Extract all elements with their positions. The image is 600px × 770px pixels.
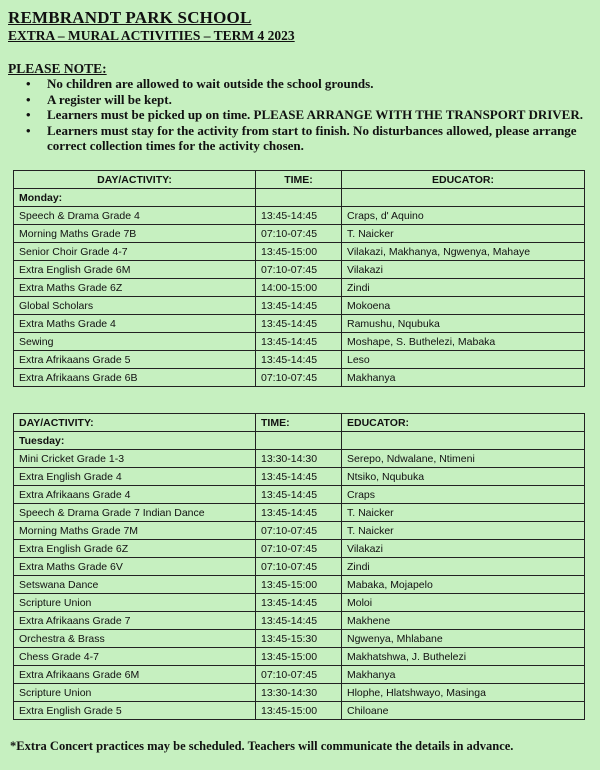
- empty-cell: [342, 432, 585, 450]
- activity-column-header: DAY/ACTIVITY:: [14, 414, 256, 432]
- time-column-header: TIME:: [256, 414, 342, 432]
- table-row: [14, 297, 585, 315]
- time-cell: 13:45-14:45: [256, 594, 342, 612]
- time-cell: 13:45-14:45: [256, 333, 342, 351]
- time-cell: 13:30-14:30: [256, 450, 342, 468]
- educator-cell: Serepo, Ndwalane, Ntimeni: [342, 450, 585, 468]
- activity-cell: Extra Maths Grade 6V: [14, 558, 256, 576]
- activity-cell: Extra Afrikaans Grade 6M: [14, 666, 256, 684]
- table-row: [14, 315, 585, 333]
- educator-cell: Craps: [342, 486, 585, 504]
- time-cell: 13:45-14:45: [256, 297, 342, 315]
- educator-column-header: EDUCATOR:: [342, 414, 585, 432]
- educator-cell: Moshape, S. Buthelezi, Mabaka: [342, 333, 585, 351]
- school-title: REMBRANDT PARK SCHOOL: [8, 8, 252, 27]
- activity-cell: Extra Afrikaans Grade 6B: [14, 369, 256, 387]
- time-cell: 13:45-14:45: [256, 207, 342, 225]
- table-row: [14, 369, 585, 387]
- time-cell: 07:10-07:45: [256, 225, 342, 243]
- time-cell: 07:10-07:45: [256, 369, 342, 387]
- time-cell: 07:10-07:45: [256, 522, 342, 540]
- table-row: [14, 225, 585, 243]
- activity-cell: Morning Maths Grade 7M: [14, 522, 256, 540]
- day-row: [14, 189, 585, 207]
- activity-cell: Morning Maths Grade 7B: [14, 225, 256, 243]
- time-cell: 13:45-15:00: [256, 576, 342, 594]
- time-column-header: TIME:: [256, 171, 342, 189]
- day-row: [14, 432, 585, 450]
- activity-cell: Chess Grade 4-7: [14, 648, 256, 666]
- activity-cell: Speech & Drama Grade 7 Indian Dance: [14, 504, 256, 522]
- note-item: • A register will be kept.: [26, 92, 591, 108]
- educator-cell: Moloi: [342, 594, 585, 612]
- time-cell: 13:45-14:45: [256, 486, 342, 504]
- table-row: [14, 558, 585, 576]
- time-cell: 13:45-15:30: [256, 630, 342, 648]
- activity-cell: Orchestra & Brass: [14, 630, 256, 648]
- activity-cell: Global Scholars: [14, 297, 256, 315]
- time-cell: 07:10-07:45: [256, 540, 342, 558]
- educator-cell: Vilakazi: [342, 540, 585, 558]
- note-item: • Learners must stay for the activity from start to finish. No disturbances allowed, please arrange correct collection times for the activity chosen.: [26, 123, 591, 154]
- activity-cell: Mini Cricket Grade 1-3: [14, 450, 256, 468]
- educator-cell: Ngwenya, Mhlabane: [342, 630, 585, 648]
- time-cell: 14:00-15:00: [256, 279, 342, 297]
- time-cell: 13:45-14:45: [256, 468, 342, 486]
- table-row: [14, 630, 585, 648]
- notes-heading: PLEASE NOTE:: [8, 61, 107, 76]
- educator-cell: Ntsiko, Nqubuka: [342, 468, 585, 486]
- empty-cell: [256, 189, 342, 207]
- educator-column-header: EDUCATOR:: [342, 171, 585, 189]
- table-row: [14, 540, 585, 558]
- educator-cell: Ramushu, Nqubuka: [342, 315, 585, 333]
- activity-cell: Extra English Grade 4: [14, 468, 256, 486]
- table-row: [14, 243, 585, 261]
- time-cell: 13:45-14:45: [256, 351, 342, 369]
- table-row: [14, 702, 585, 720]
- time-cell: 13:45-15:00: [256, 648, 342, 666]
- time-cell: 13:45-14:45: [256, 504, 342, 522]
- table-row: [14, 522, 585, 540]
- time-cell: 13:45-15:00: [256, 702, 342, 720]
- time-cell: 13:45-14:45: [256, 315, 342, 333]
- educator-cell: Mokoena: [342, 297, 585, 315]
- activity-cell: Scripture Union: [14, 684, 256, 702]
- table-row: [14, 576, 585, 594]
- educator-cell: T. Naicker: [342, 522, 585, 540]
- time-cell: 13:45-14:45: [256, 612, 342, 630]
- monday-schedule-table: [13, 170, 585, 387]
- table-row: [14, 648, 585, 666]
- table-row: [14, 468, 585, 486]
- activity-cell: Extra Maths Grade 4: [14, 315, 256, 333]
- time-cell: 07:10-07:45: [256, 558, 342, 576]
- table-row: [14, 450, 585, 468]
- table-row: [14, 351, 585, 369]
- table-row: [14, 684, 585, 702]
- time-cell: 13:45-15:00: [256, 243, 342, 261]
- educator-cell: Vilakazi: [342, 261, 585, 279]
- table-row: [14, 666, 585, 684]
- educator-cell: Zindi: [342, 279, 585, 297]
- educator-cell: Makhanya: [342, 666, 585, 684]
- educator-cell: Makhene: [342, 612, 585, 630]
- educator-cell: T. Naicker: [342, 504, 585, 522]
- time-cell: 13:30-14:30: [256, 684, 342, 702]
- notes-list: [26, 76, 591, 154]
- tuesday-schedule-table: [13, 413, 585, 720]
- activity-cell: Sewing: [14, 333, 256, 351]
- empty-cell: [256, 432, 342, 450]
- activity-cell: Extra Maths Grade 6Z: [14, 279, 256, 297]
- day-label: Monday:: [14, 189, 256, 207]
- day-label: Tuesday:: [14, 432, 256, 450]
- activity-cell: Extra English Grade 6Z: [14, 540, 256, 558]
- activity-cell: Scripture Union: [14, 594, 256, 612]
- time-cell: 07:10-07:45: [256, 666, 342, 684]
- educator-cell: Chiloane: [342, 702, 585, 720]
- table-row: [14, 279, 585, 297]
- table-row: [14, 504, 585, 522]
- educator-cell: Zindi: [342, 558, 585, 576]
- table-row: [14, 261, 585, 279]
- note-item: • No children are allowed to wait outside the school grounds.: [26, 76, 591, 92]
- educator-cell: Makhatshwa, J. Buthelezi: [342, 648, 585, 666]
- table-row: [14, 486, 585, 504]
- activity-column-header: DAY/ACTIVITY:: [14, 171, 256, 189]
- table-row: [14, 594, 585, 612]
- document-subtitle: EXTRA – MURAL ACTIVITIES – TERM 4 2023: [8, 28, 295, 43]
- table-header-row: [14, 171, 585, 189]
- activity-cell: Extra English Grade 6M: [14, 261, 256, 279]
- footer-note: *Extra Concert practices may be scheduled. Teachers will communicate the details in advance.: [10, 739, 514, 753]
- table-row: [14, 207, 585, 225]
- educator-cell: Hlophe, Hlatshwayo, Masinga: [342, 684, 585, 702]
- activity-cell: Setswana Dance: [14, 576, 256, 594]
- educator-cell: Craps, d' Aquino: [342, 207, 585, 225]
- empty-cell: [342, 189, 585, 207]
- activity-cell: Extra Afrikaans Grade 5: [14, 351, 256, 369]
- activity-cell: Extra Afrikaans Grade 7: [14, 612, 256, 630]
- educator-cell: Vilakazi, Makhanya, Ngwenya, Mahaye: [342, 243, 585, 261]
- activity-cell: Senior Choir Grade 4-7: [14, 243, 256, 261]
- educator-cell: T. Naicker: [342, 225, 585, 243]
- educator-cell: Leso: [342, 351, 585, 369]
- educator-cell: Mabaka, Mojapelo: [342, 576, 585, 594]
- table-row: [14, 612, 585, 630]
- table-header-row: [14, 414, 585, 432]
- activity-cell: Extra English Grade 5: [14, 702, 256, 720]
- educator-cell: Makhanya: [342, 369, 585, 387]
- table-row: [14, 333, 585, 351]
- note-item: • Learners must be picked up on time. PLEASE ARRANGE WITH THE TRANSPORT DRIVER.: [26, 107, 591, 123]
- activity-cell: Speech & Drama Grade 4: [14, 207, 256, 225]
- activity-cell: Extra Afrikaans Grade 4: [14, 486, 256, 504]
- time-cell: 07:10-07:45: [256, 261, 342, 279]
